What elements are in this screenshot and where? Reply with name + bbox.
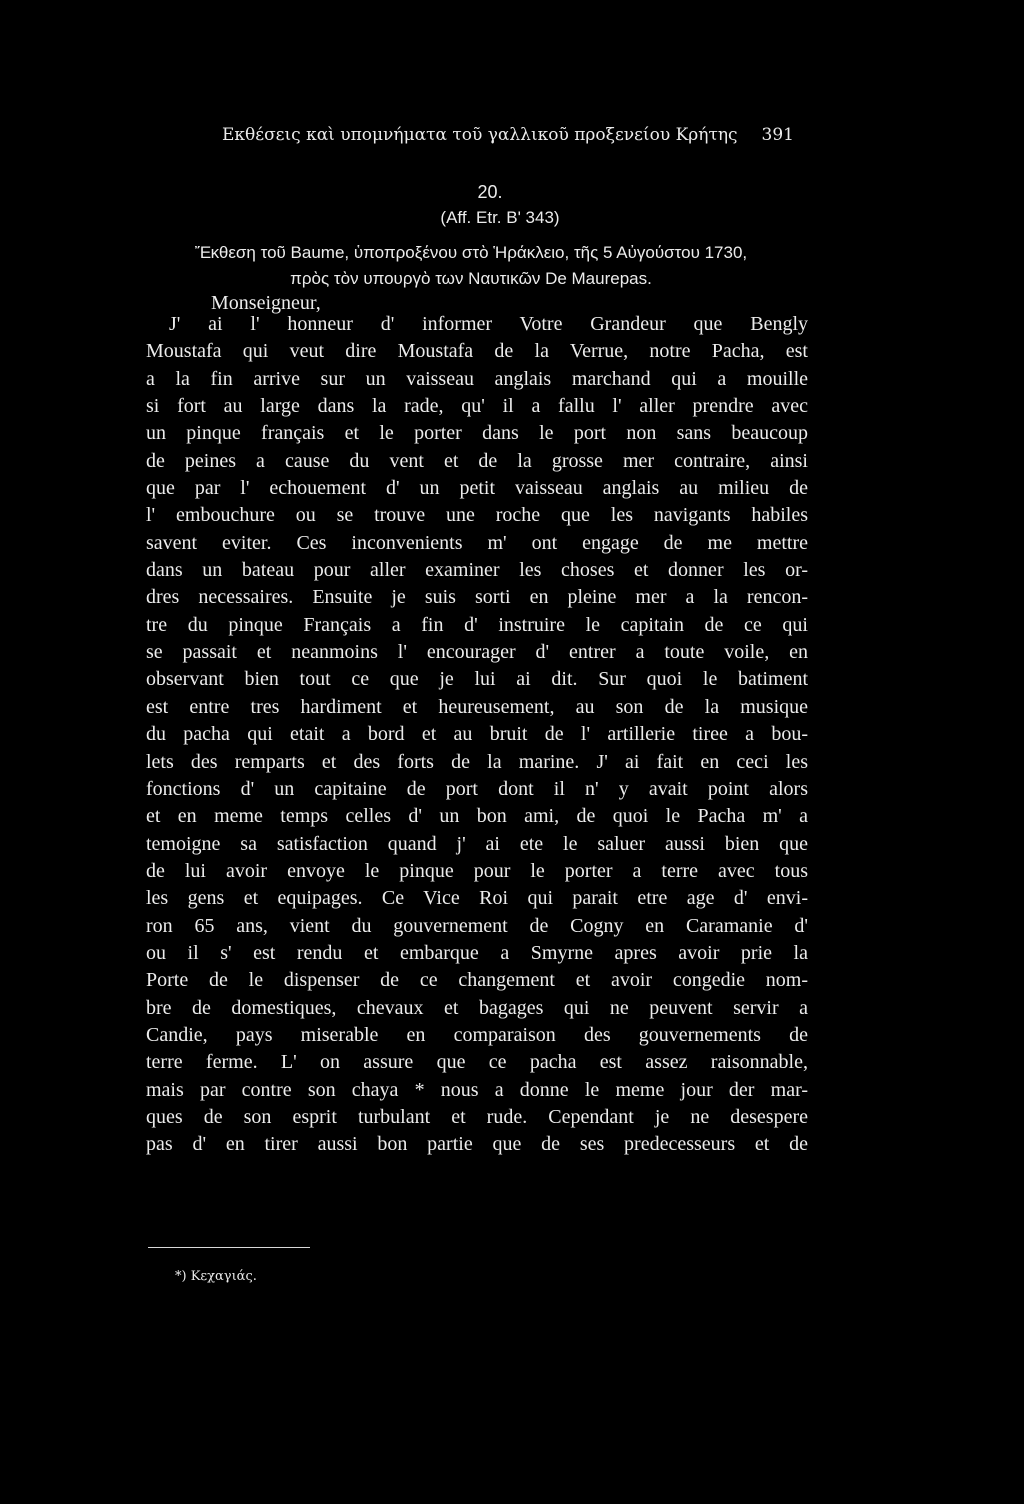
body-line: temoigne sa satisfaction quand j' ai ete le saluer aussi bien que <box>146 832 808 855</box>
body-line: savent eviter. Ces inconvenients m' ont engage de me mettre <box>146 531 808 554</box>
running-title: Εκθέσεις καὶ υπομνήματα τοῦ γαλλικοῦ προξενείου Κρήτης <box>222 125 738 145</box>
body-line: observant bien tout ce que je lui ai dit. Sur quoi le batiment <box>146 668 808 691</box>
body-line: du pacha qui etait a bord et au bruit de l' artillerie tiree a bou- <box>146 723 808 746</box>
body-line: de lui avoir envoye le pinque pour le porter a terre avec tous <box>146 859 808 882</box>
document-heading-line-1: Ἔκθεση τοῦ Baume, ὑποπροξένου στὸ Ἡράκλειο, τῆς 5 Αὐγούστου 1730, <box>194 243 748 262</box>
body-line: pas d' en tirer aussi bon partie que de ses predecesseurs et de <box>146 1133 808 1156</box>
body-line: l' embouchure ou se trouve une roche que les navigants habiles <box>146 504 808 527</box>
document-heading <box>146 240 796 292</box>
body-line: si fort au large dans la rade, qu' il a fallu l' aller prendre avec <box>146 395 808 418</box>
body-line: fonctions d' un capitaine de port dont il n' y avait point alors <box>146 777 808 800</box>
page-number: 391 <box>761 125 794 145</box>
body-line: les gens et equipages. Ce Vice Roi qui parait etre age d' envi- <box>146 887 808 910</box>
body-line: est entre tres hardiment et heureusement, au son de la musique <box>146 695 808 718</box>
body-line: J' ai l' honneur d' informer Votre Grandeur que Bengly <box>169 313 808 335</box>
body-line: ques de son esprit turbulant et rude. Cependant je ne desespere <box>146 1105 808 1128</box>
running-header <box>222 122 794 148</box>
body-line: et en meme temps celles d' un bon ami, de quoi le Pacha m' a <box>146 805 808 828</box>
body-line: lets des remparts et des forts de la marine. J' ai fait en ceci les <box>146 750 808 773</box>
letter-body <box>146 311 808 1159</box>
body-line: mais par contre son chaya * nous a donne le meme jour der mar- <box>146 1078 808 1101</box>
body-line: dans un bateau pour aller examiner les choses et donner les or- <box>146 559 808 582</box>
body-line: de peines a cause du vent et de la grosse mer contraire, ainsi <box>146 449 808 472</box>
body-line: tre du pinque Français a fin d' instruire le capitain de ce qui <box>146 613 808 636</box>
body-line: ron 65 ans, vient du gouvernement de Cogny en Caramanie d' <box>146 914 808 937</box>
body-line: que par l' echouement d' un petit vaisseau anglais au milieu de <box>146 477 808 500</box>
body-line: Moustafa qui veut dire Moustafa de la Verrue, notre Pacha, est <box>146 340 808 363</box>
body-line: terre ferme. L' on assure que ce pacha est assez raisonnable, <box>146 1051 808 1074</box>
document-heading-line-2: πρὸς τὸν υπουργὸ των Ναυτικῶν De Maurepas. <box>290 269 652 288</box>
body-line: Porte de le dispenser de ce changement et avoir congedie nom- <box>146 969 808 992</box>
body-line: Candie, pays miserable en comparaison des gouvernements de <box>146 1023 808 1046</box>
footnote: *) Κεχαγιάς. <box>175 1269 257 1284</box>
body-line: ou il s' est rendu et embarque a Smyrne apres avoir prie la <box>146 941 808 964</box>
body-line: bre de domestiques, chevaux et bagages qui ne peuvent servir a <box>146 996 808 1019</box>
salutation: Monseigneur, <box>211 292 321 314</box>
body-line: dres necessaires. Ensuite je suis sorti en pleine mer a la rencon- <box>146 586 808 609</box>
body-line: un pinque français et le porter dans le port non sans beaucoup <box>146 422 808 445</box>
body-line: a la fin arrive sur un vaisseau anglais marchand qui a mouille <box>146 367 808 390</box>
footnote-divider <box>148 1247 310 1248</box>
document-number: 20. <box>477 182 503 202</box>
archive-reference: (Aff. Etr. B' 343) <box>440 208 560 227</box>
body-line: se passait et neanmoins l' encourager d' entrer a toute voile, en <box>146 641 808 664</box>
